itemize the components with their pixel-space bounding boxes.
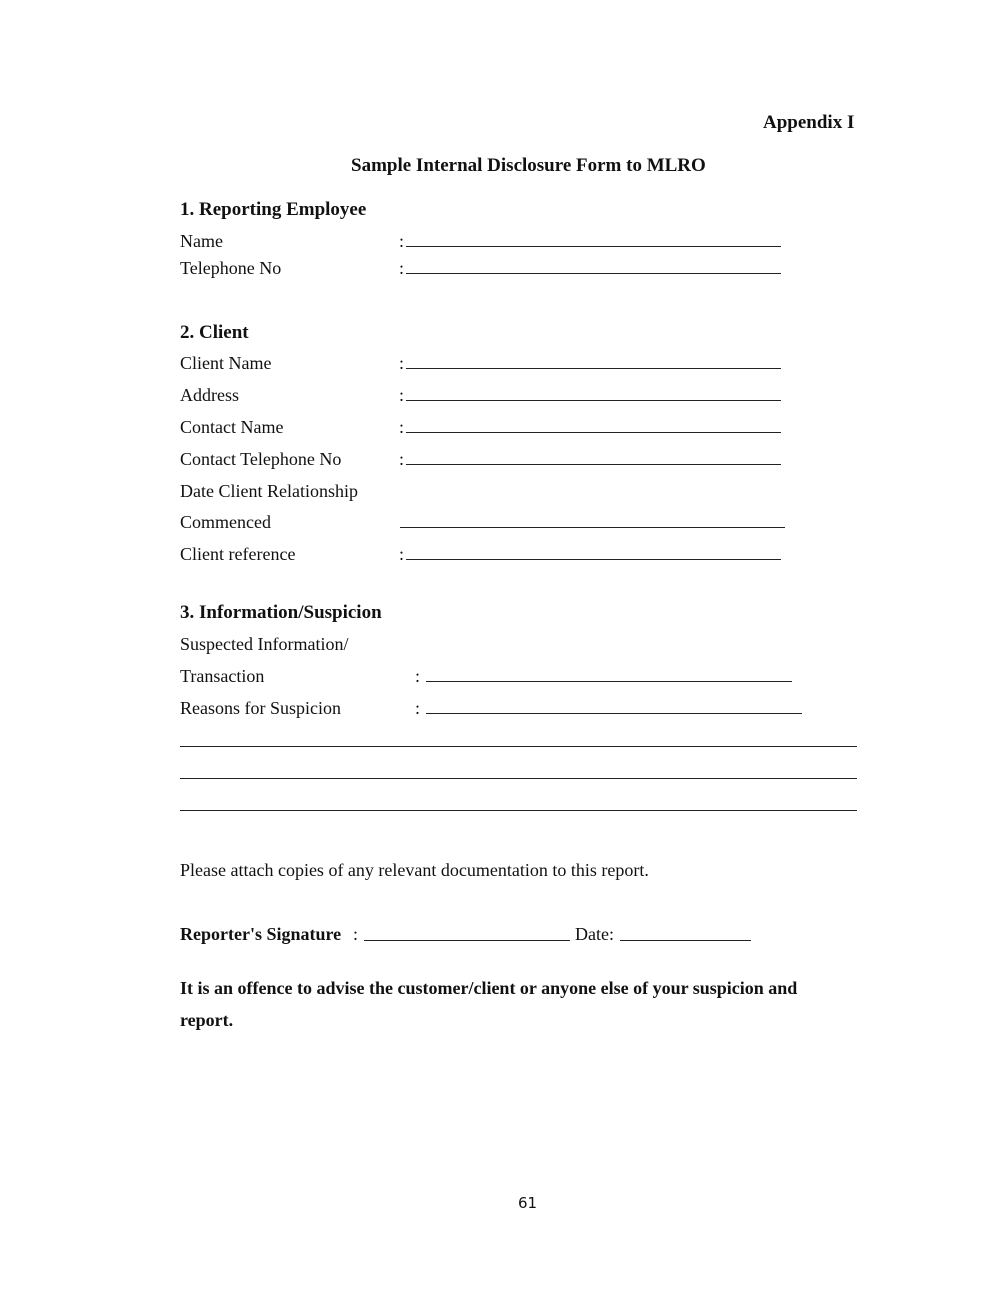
form-title: Sample Internal Disclosure Form to MLRO (351, 155, 706, 176)
appendix-label: Appendix I (763, 112, 855, 133)
attach-documentation-note: Please attach copies of any relevant documentation to this report. (180, 860, 649, 880)
field-label-contact-name: Contact Name (180, 417, 284, 437)
field-colon: : (415, 698, 421, 718)
section-heading-information-suspicion: 3. Information/Suspicion (180, 602, 382, 623)
section-heading-reporting-employee: 1. Reporting Employee (180, 199, 367, 220)
signature-colon: : (353, 924, 359, 944)
transaction-entry-line[interactable] (426, 681, 792, 682)
date-label: Date: (575, 924, 614, 944)
signature-label: Reporter's Signature (180, 924, 342, 944)
telephone-entry-line[interactable] (406, 273, 781, 274)
field-colon: : (415, 666, 421, 686)
field-label-client-reference: Client reference (180, 544, 296, 564)
offence-warning-line2: report. (180, 1010, 234, 1030)
signature-entry-line[interactable] (364, 940, 570, 941)
name-entry-line[interactable] (406, 246, 781, 247)
field-colon: : (399, 353, 405, 373)
field-label-reasons-for-suspicion: Reasons for Suspicion (180, 698, 341, 718)
section-heading-client: 2. Client (180, 322, 249, 343)
reasons-continuation-line[interactable] (180, 778, 857, 779)
commenced-entry-line[interactable] (400, 527, 785, 528)
field-colon: : (399, 417, 405, 437)
field-label-transaction: Transaction (180, 666, 265, 686)
reasons-continuation-line[interactable] (180, 746, 857, 747)
field-colon: : (399, 258, 405, 278)
field-colon: : (399, 544, 405, 564)
client-reference-entry-line[interactable] (406, 559, 781, 560)
contact-name-entry-line[interactable] (406, 432, 781, 433)
address-entry-line[interactable] (406, 400, 781, 401)
field-label-date-client-relationship: Date Client Relationship (180, 481, 358, 501)
field-label-name: Name (180, 231, 223, 251)
reasons-continuation-line[interactable] (180, 810, 857, 811)
offence-warning-line1: It is an offence to advise the customer/client or anyone else of your suspicion and (180, 978, 798, 998)
contact-telephone-entry-line[interactable] (406, 464, 781, 465)
field-colon: : (399, 385, 405, 405)
reasons-entry-line[interactable] (426, 713, 802, 714)
field-label-client-name: Client Name (180, 353, 272, 373)
field-label-contact-telephone: Contact Telephone No (180, 449, 342, 469)
field-label-address: Address (180, 385, 239, 405)
field-label-commenced: Commenced (180, 512, 271, 532)
client-name-entry-line[interactable] (406, 368, 781, 369)
field-label-telephone: Telephone No (180, 258, 282, 278)
field-label-suspected-information: Suspected Information/ (180, 634, 349, 654)
date-entry-line[interactable] (620, 940, 751, 941)
field-colon: : (399, 449, 405, 469)
page-number: 61 (518, 1194, 538, 1212)
field-colon: : (399, 231, 405, 251)
